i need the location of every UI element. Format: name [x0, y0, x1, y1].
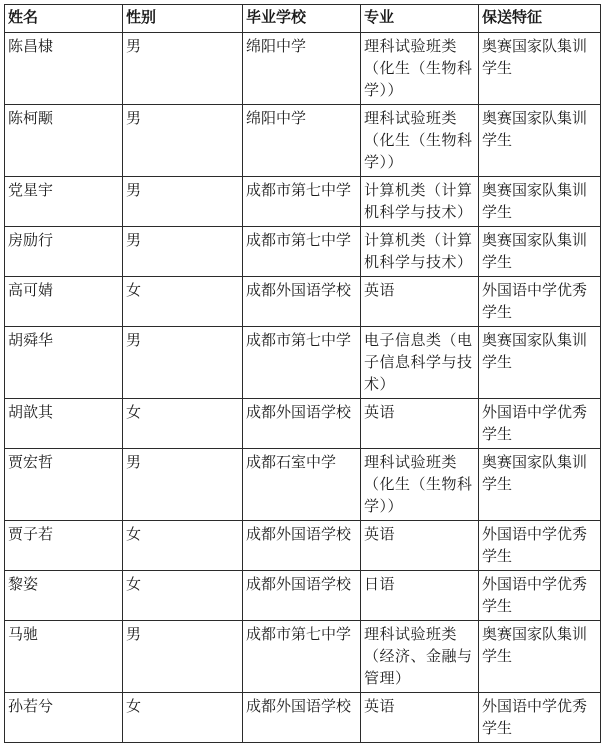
cell-major: 理科试验班类（经济、金融与管理） — [361, 621, 479, 693]
table-row — [5, 33, 601, 105]
cell-feature: 奥赛国家队集训学生 — [479, 327, 601, 399]
cell-major: 计算机类（计算机科学与技术） — [361, 177, 479, 227]
cell-name: 黎姿 — [5, 571, 123, 621]
cell-major: 英语 — [361, 521, 479, 571]
cell-feature: 奥赛国家队集训学生 — [479, 33, 601, 105]
cell-major: 理科试验班类（化生（生物科学）） — [361, 33, 479, 105]
cell-school: 成都外国语学校 — [243, 571, 361, 621]
header-major: 专业 — [361, 5, 479, 33]
cell-major: 计算机类（计算机科学与技术） — [361, 227, 479, 277]
cell-major: 英语 — [361, 693, 479, 743]
cell-major: 英语 — [361, 399, 479, 449]
cell-feature: 外国语中学优秀学生 — [479, 399, 601, 449]
cell-name: 高可婧 — [5, 277, 123, 327]
cell-gender: 男 — [123, 33, 243, 105]
cell-school: 成都市第七中学 — [243, 621, 361, 693]
table-header-row — [5, 5, 601, 33]
cell-school: 成都外国语学校 — [243, 399, 361, 449]
cell-name: 孙若兮 — [5, 693, 123, 743]
cell-gender: 女 — [123, 521, 243, 571]
cell-name: 贾子若 — [5, 521, 123, 571]
table-row — [5, 693, 601, 743]
cell-gender: 男 — [123, 177, 243, 227]
cell-school: 成都市第七中学 — [243, 327, 361, 399]
table-row — [5, 277, 601, 327]
table-row — [5, 105, 601, 177]
cell-feature: 奥赛国家队集训学生 — [479, 621, 601, 693]
header-feature: 保送特征 — [479, 5, 601, 33]
cell-school: 成都石室中学 — [243, 449, 361, 521]
cell-school: 绵阳中学 — [243, 105, 361, 177]
cell-name: 贾宏哲 — [5, 449, 123, 521]
table-row — [5, 621, 601, 693]
cell-gender: 女 — [123, 399, 243, 449]
table-row — [5, 177, 601, 227]
header-gender: 性别 — [123, 5, 243, 33]
table-row — [5, 227, 601, 277]
cell-major: 英语 — [361, 277, 479, 327]
cell-school: 成都外国语学校 — [243, 277, 361, 327]
cell-name: 房励行 — [5, 227, 123, 277]
cell-feature: 奥赛国家队集训学生 — [479, 449, 601, 521]
table-row — [5, 521, 601, 571]
cell-school: 成都市第七中学 — [243, 227, 361, 277]
cell-gender: 女 — [123, 571, 243, 621]
cell-gender: 女 — [123, 277, 243, 327]
cell-name: 陈昌棣 — [5, 33, 123, 105]
cell-name: 陈柯颙 — [5, 105, 123, 177]
cell-gender: 男 — [123, 449, 243, 521]
table-row — [5, 399, 601, 449]
cell-name: 党星宇 — [5, 177, 123, 227]
cell-feature: 奥赛国家队集训学生 — [479, 105, 601, 177]
header-school: 毕业学校 — [243, 5, 361, 33]
cell-major: 理科试验班类（化生（生物科学）） — [361, 105, 479, 177]
table-row — [5, 571, 601, 621]
cell-feature: 外国语中学优秀学生 — [479, 277, 601, 327]
cell-name: 胡歆其 — [5, 399, 123, 449]
table-row — [5, 327, 601, 399]
cell-school: 成都外国语学校 — [243, 693, 361, 743]
cell-gender: 女 — [123, 693, 243, 743]
student-table — [4, 4, 601, 743]
cell-school: 绵阳中学 — [243, 33, 361, 105]
cell-major: 理科试验班类（化生（生物科学）） — [361, 449, 479, 521]
header-name: 姓名 — [5, 5, 123, 33]
cell-gender: 男 — [123, 105, 243, 177]
cell-name: 胡舜华 — [5, 327, 123, 399]
cell-feature: 外国语中学优秀学生 — [479, 571, 601, 621]
table-row — [5, 449, 601, 521]
cell-feature: 外国语中学优秀学生 — [479, 693, 601, 743]
cell-major: 日语 — [361, 571, 479, 621]
cell-feature: 外国语中学优秀学生 — [479, 521, 601, 571]
cell-major: 电子信息类（电子信息科学与技术） — [361, 327, 479, 399]
cell-feature: 奥赛国家队集训学生 — [479, 227, 601, 277]
cell-feature: 奥赛国家队集训学生 — [479, 177, 601, 227]
cell-name: 马驰 — [5, 621, 123, 693]
cell-gender: 男 — [123, 227, 243, 277]
cell-gender: 男 — [123, 621, 243, 693]
cell-school: 成都市第七中学 — [243, 177, 361, 227]
cell-school: 成都外国语学校 — [243, 521, 361, 571]
cell-gender: 男 — [123, 327, 243, 399]
